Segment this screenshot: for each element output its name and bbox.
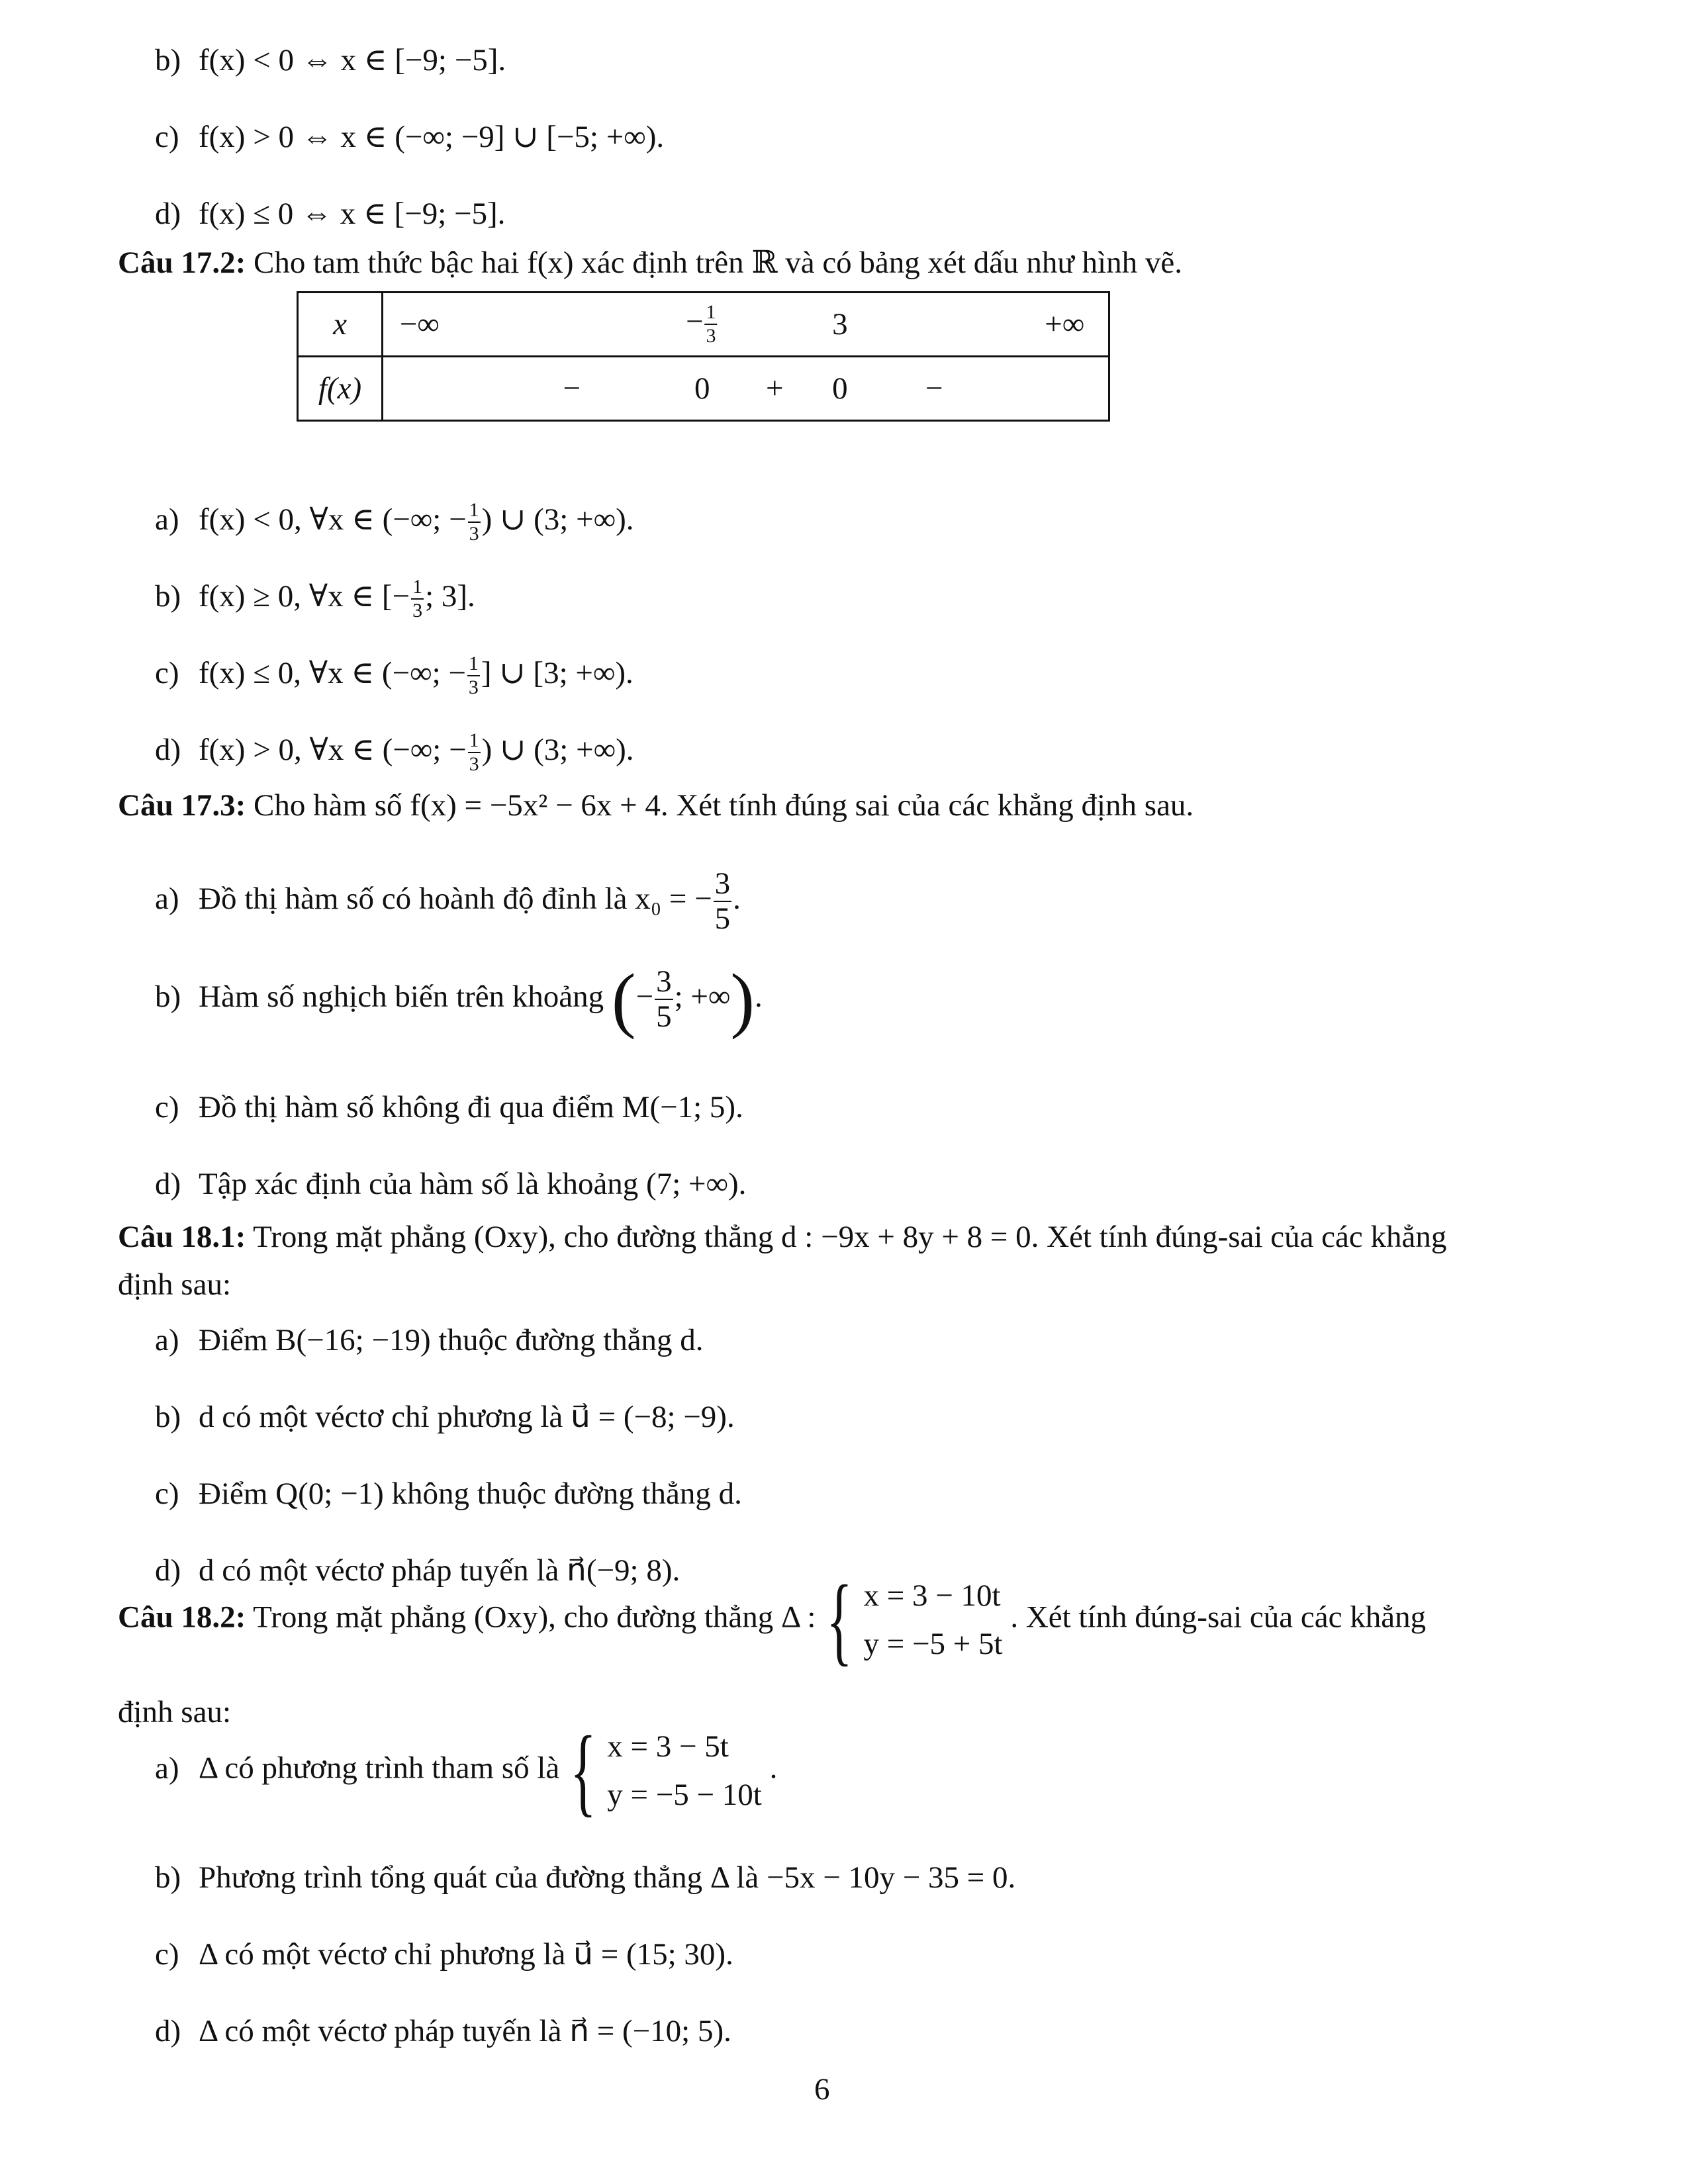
sign-zero: 0 — [832, 371, 848, 406]
system-line: y = −5 − 10t — [607, 1777, 762, 1812]
option-label: d) — [155, 2014, 181, 2048]
option-label: d) — [155, 1553, 181, 1588]
option-text-post: ; 3]. — [425, 579, 475, 614]
option-text: Tập xác định của hàm số là khoảng (7; +∞). — [199, 1167, 747, 1201]
q17-3-option-b — [155, 959, 763, 1040]
option-label: d) — [155, 197, 181, 231]
interval-sign: − — [635, 979, 654, 1014]
fraction — [468, 731, 481, 774]
question-statement: Trong mặt phẳng (Oxy), cho đường thẳng d : −9x + 8y + 8 = 0. Xét tính đúng-sai của các khẳng — [253, 1220, 1447, 1254]
sign-negative: − — [563, 371, 581, 406]
q18-1-question — [118, 1218, 1446, 1257]
left-paren: ( — [611, 959, 636, 1040]
numerator: 3 — [714, 866, 731, 901]
question-statement-post: . Xét tính đúng-sai của các khẳng — [1010, 1600, 1427, 1635]
q18-2-option-b — [155, 1858, 1015, 1897]
option-text-pre: f(x) ≤ 0, ∀x ∈ (−∞; − — [199, 656, 466, 690]
denominator: 5 — [656, 999, 672, 1034]
option-label: b) — [155, 1860, 181, 1895]
option-label: d) — [155, 1167, 181, 1201]
question-header: Câu 18.1: — [118, 1220, 246, 1254]
option-text-pre: f(x) > 0, ∀x ∈ (−∞; − — [199, 733, 467, 767]
question-header: Câu 17.3: — [118, 788, 246, 823]
q18-1-option-b — [155, 1398, 735, 1437]
option-text-post: ) ∪ (3; +∞). — [481, 502, 634, 537]
system-brace: { — [826, 1565, 853, 1675]
option-label: c) — [155, 1477, 179, 1511]
option-label: c) — [155, 656, 179, 690]
numerator: 1 — [705, 302, 718, 325]
option-label: b) — [155, 1400, 181, 1434]
option-text-post: . — [755, 979, 763, 1014]
option-text: f(x) ≤ 0 ⇔ x ∈ [−9; −5]. — [199, 197, 506, 231]
option-text: Δ có một véctơ pháp tuyến là n⃗ = (−10; 5). — [199, 2014, 731, 2048]
fraction — [714, 868, 732, 934]
option-text: Điểm B(−16; −19) thuộc đường thẳng d. — [199, 1323, 704, 1357]
question-statement-cont: định sau: — [118, 1695, 232, 1729]
q17-1-option-d — [155, 195, 505, 234]
option-label: c) — [155, 1937, 179, 1972]
q18-2-option-d — [155, 2012, 731, 2051]
option-label: d) — [155, 733, 181, 767]
page-number: 6 — [814, 2072, 830, 2107]
option-text-post: . — [733, 881, 741, 916]
q18-1-option-a — [155, 1321, 704, 1360]
option-label: a) — [155, 881, 179, 916]
q17-1-option-b — [155, 41, 506, 80]
option-text: Phương trình tổng quát của đường thẳng Δ là −5x − 10y − 35 = 0. — [199, 1860, 1016, 1895]
option-text-post: ) ∪ (3; +∞). — [481, 733, 634, 767]
option-text-pre: Δ có phương trình tham số là — [199, 1751, 560, 1786]
option-label: c) — [155, 120, 179, 154]
system-brace: { — [570, 1715, 597, 1826]
q17-3-option-a — [155, 868, 741, 934]
numerator: 1 — [468, 500, 481, 523]
system-line: x = 3 − 5t — [607, 1729, 729, 1764]
sign-zero: 0 — [694, 371, 710, 406]
q17-2-option-d — [155, 731, 634, 774]
root-1 — [686, 302, 719, 346]
interval-end: ; +∞ — [674, 979, 731, 1014]
option-text: Δ có một véctơ chỉ phương là u⃗ = (15; 30). — [199, 1937, 733, 1972]
option-text-pre: f(x) ≥ 0, ∀x ∈ [− — [199, 579, 410, 614]
q17-3-option-c — [155, 1088, 743, 1127]
right-paren: ) — [730, 959, 755, 1040]
numerator: 1 — [468, 731, 481, 753]
q18-1-option-c — [155, 1475, 742, 1514]
q17-1-option-c — [155, 118, 664, 157]
q18-1-question-cont — [118, 1265, 231, 1304]
q18-2-option-a — [155, 1715, 778, 1826]
question-statement: Cho tam thức bậc hai f(x) xác định trên ℝ và có bảng xét dấu như hình vẽ. — [253, 246, 1182, 280]
numerator: 1 — [411, 577, 424, 600]
denominator: 3 — [469, 523, 479, 545]
option-text-pre: Đồ thị hàm số có hoành độ đỉnh là x₀ = − — [199, 881, 712, 916]
sign-negative: − — [925, 371, 943, 406]
option-text-post: ] ∪ [3; +∞). — [481, 656, 633, 690]
x-values-cell — [383, 293, 1109, 357]
q17-3-question — [118, 786, 1194, 825]
sign-positive: + — [766, 371, 784, 406]
fx-header-cell: f(x) — [298, 357, 383, 421]
option-text-pre: f(x) < 0, ∀x ∈ (−∞; − — [199, 502, 467, 537]
option-label: a) — [155, 1323, 179, 1357]
numerator: 1 — [467, 654, 480, 676]
option-label: a) — [155, 502, 179, 537]
fx-signs-cell — [383, 357, 1109, 421]
fraction — [467, 654, 480, 698]
option-text: Đồ thị hàm số không đi qua điểm M(−1; 5). — [199, 1090, 743, 1124]
q17-2-option-a — [155, 500, 634, 544]
option-text-pre: Hàm số nghịch biến trên khoảng — [199, 979, 604, 1014]
sign-table — [297, 291, 1110, 422]
sign-table-fx-row — [298, 357, 1109, 421]
sign-table-x-row — [298, 293, 1109, 357]
fraction — [655, 966, 673, 1032]
fraction — [468, 500, 481, 544]
q18-2-option-c — [155, 1935, 733, 1974]
equation-system — [607, 1723, 762, 1819]
denominator: 3 — [468, 676, 479, 699]
denominator: 3 — [412, 600, 423, 622]
q17-2-question — [118, 244, 1182, 283]
system-line: y = −5 + 5t — [863, 1626, 1003, 1661]
question-statement: Trong mặt phẳng (Oxy), cho đường thẳng Δ : — [253, 1600, 816, 1635]
option-text-post: . — [769, 1751, 778, 1786]
q17-3-option-d — [155, 1165, 746, 1204]
fraction — [705, 302, 718, 346]
q17-2-option-b — [155, 577, 475, 621]
q17-2-option-c — [155, 654, 633, 698]
option-label: b) — [155, 979, 181, 1014]
denominator: 3 — [469, 753, 479, 776]
system-line: x = 3 − 10t — [863, 1578, 1001, 1613]
option-label: a) — [155, 1751, 179, 1786]
pos-infinity: +∞ — [1045, 307, 1085, 341]
option-text: Điểm Q(0; −1) không thuộc đường thẳng d. — [199, 1477, 742, 1511]
root-2: 3 — [832, 307, 848, 341]
denominator: 3 — [706, 325, 716, 347]
option-text: f(x) > 0 ⇔ x ∈ (−∞; −9] ∪ [−5; +∞). — [199, 120, 665, 154]
neg-infinity: −∞ — [399, 307, 440, 341]
question-header: Câu 18.2: — [118, 1600, 246, 1635]
root-1-sign: − — [686, 304, 704, 339]
option-text: d có một véctơ chỉ phương là u⃗ = (−8; −9). — [199, 1400, 735, 1434]
option-text: f(x) < 0 ⇔ x ∈ [−9; −5]. — [199, 43, 506, 77]
option-label: c) — [155, 1090, 179, 1124]
denominator: 5 — [714, 901, 731, 936]
numerator: 3 — [656, 964, 672, 999]
question-statement: Cho hàm số f(x) = −5x² − 6x + 4. Xét tính đúng sai của các khẳng định sau. — [253, 788, 1194, 823]
option-label: b) — [155, 43, 181, 77]
fraction — [411, 577, 424, 621]
question-statement-cont: định sau: — [118, 1267, 232, 1302]
option-text: d có một véctơ pháp tuyến là n⃗(−9; 8). — [199, 1553, 680, 1588]
equation-system — [863, 1572, 1002, 1668]
option-label: b) — [155, 579, 181, 614]
question-header: Câu 17.2: — [118, 246, 246, 280]
x-header-cell: x — [298, 293, 383, 357]
